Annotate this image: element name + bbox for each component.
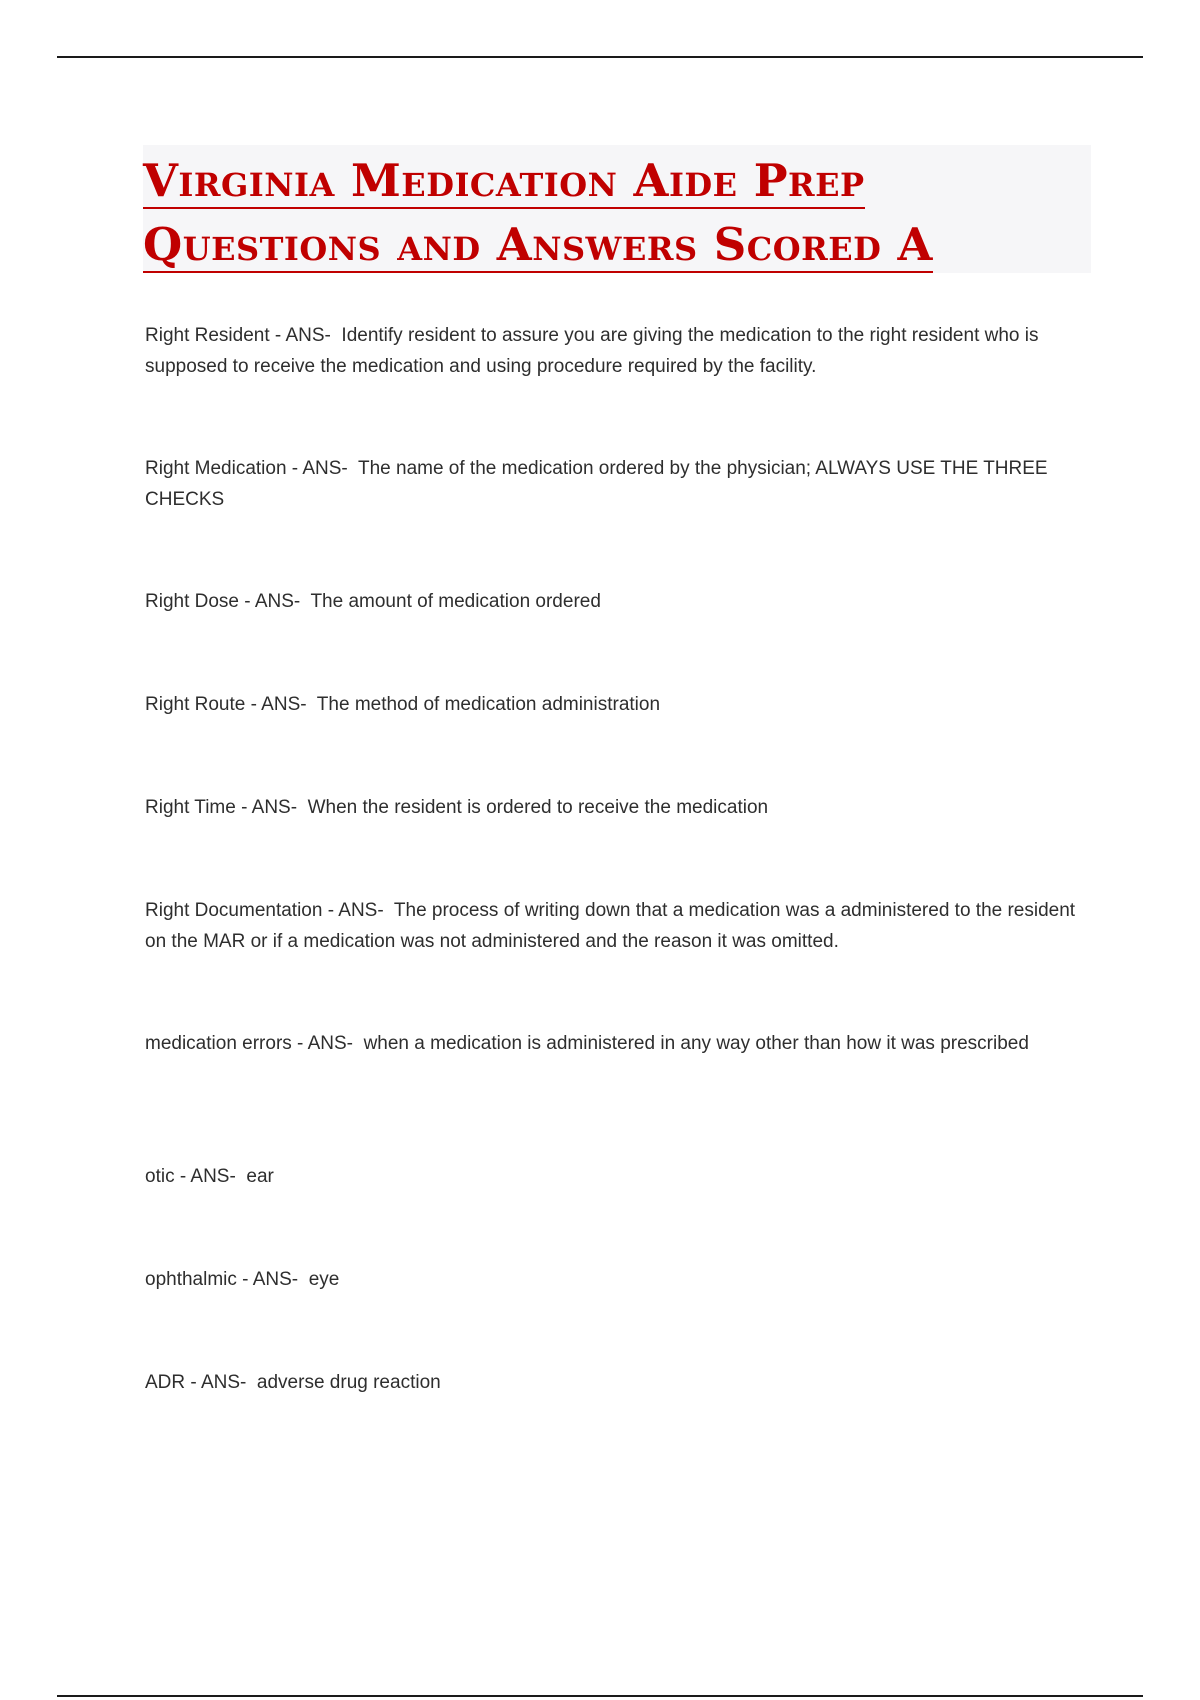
- qa-item: [145, 792, 1090, 823]
- qa-item: [145, 1367, 1090, 1398]
- qa-separator: - ANS-: [236, 1269, 309, 1290]
- qa-answer: The amount of medication ordered: [310, 591, 601, 612]
- qa-separator: - ANS-: [235, 797, 308, 818]
- qa-term: ADR: [145, 1372, 186, 1393]
- qa-term: Right Dose: [145, 591, 239, 612]
- qa-item: [145, 1028, 1090, 1059]
- qa-term: Right Resident: [145, 325, 270, 346]
- qa-separator: - ANS-: [185, 1372, 257, 1393]
- qa-answer: eye: [308, 1269, 340, 1290]
- qa-term: otic: [145, 1166, 175, 1187]
- qa-answer: when a medication is administered in any way other than how it was prescribed: [363, 1033, 1029, 1054]
- qa-answer: ear: [246, 1166, 274, 1187]
- qa-answer: When the resident is ordered to receive the medication: [307, 797, 769, 818]
- document-title: [143, 145, 1091, 273]
- bottom-rule: [57, 1695, 1143, 1697]
- title-line-1: Virginia Medication Aide Prep: [143, 154, 865, 207]
- qa-term: ophthalmic: [145, 1269, 237, 1290]
- qa-separator: - ANS-: [322, 900, 394, 921]
- qa-separator: - ANS-: [239, 591, 311, 612]
- qa-separator: - ANS-: [286, 458, 358, 479]
- qa-item: [145, 895, 1090, 957]
- qa-answer: The process of writing down that a medication was a administered to the resident on the MAR or if a medication was not administered and the reason it was omitted.: [145, 900, 1076, 952]
- qa-term: medication errors: [145, 1033, 292, 1054]
- qa-item: [145, 689, 1090, 720]
- qa-item: [145, 586, 1090, 617]
- qa-answer: The name of the medication ordered by the physician; ALWAYS USE THE THREE CHECKS: [145, 458, 1048, 510]
- qa-term: Right Route: [145, 694, 246, 715]
- qa-term: Right Medication: [145, 458, 287, 479]
- qa-separator: - ANS-: [245, 694, 317, 715]
- qa-answer: The method of medication administration: [316, 694, 661, 715]
- qa-item: [145, 1264, 1090, 1295]
- top-rule: [57, 56, 1143, 58]
- qa-item: [145, 453, 1090, 515]
- qa-separator: - ANS-: [174, 1166, 247, 1187]
- qa-separator: - ANS-: [269, 325, 342, 346]
- qa-answer: adverse drug reaction: [256, 1372, 441, 1393]
- qa-separator: - ANS-: [291, 1033, 364, 1054]
- qa-item: [145, 320, 1090, 382]
- qa-answer: Identify resident to assure you are giving the medication to the right resident who is supposed to receive the medication and using procedure required by the facility.: [145, 325, 1039, 377]
- qa-item: [145, 1161, 1090, 1192]
- qa-term: Right Documentation: [145, 900, 323, 921]
- title-line-2: Questions and Answers Scored A: [143, 218, 933, 271]
- qa-term: Right Time: [145, 797, 236, 818]
